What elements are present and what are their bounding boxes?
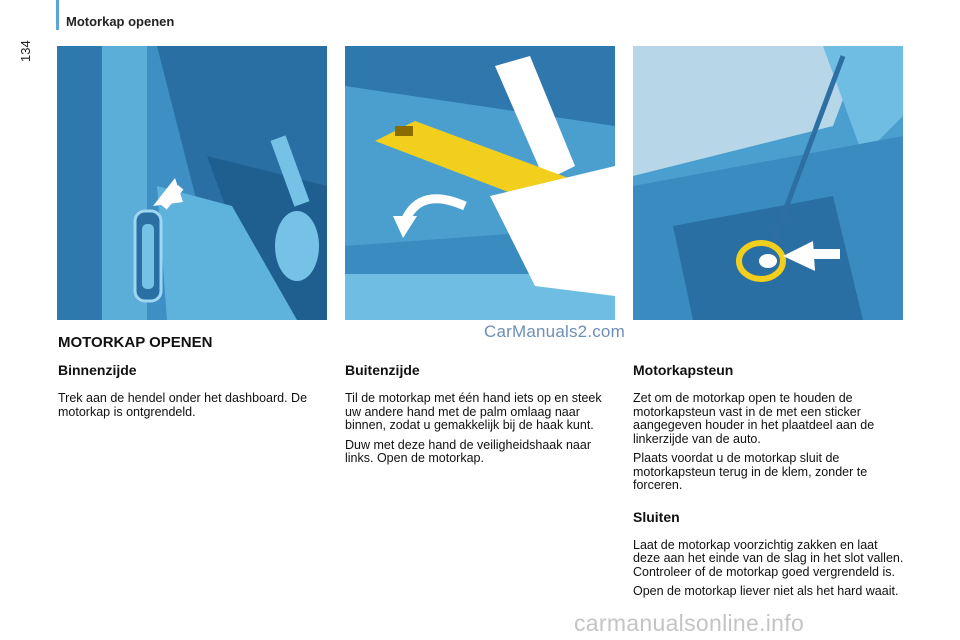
column-buitenzijde: [345, 362, 620, 472]
watermark-carmanualsonline: carmanualsonline.info: [574, 610, 805, 636]
page-number: 134: [18, 40, 33, 62]
illus1-lever-handle: [142, 224, 154, 289]
column-paragraph: Trek aan de hendel onder het dashboard. De motorkap is ontgrendeld.: [58, 391, 308, 419]
illus3-arrow-shaft: [808, 249, 840, 259]
illustration-hood-safety-catch: [345, 46, 615, 320]
safety-catch-drawing: [345, 46, 615, 320]
illus1-door-edge: [57, 46, 102, 320]
subsection-title: Sluiten: [633, 508, 680, 525]
interior-lever-drawing: [57, 46, 327, 320]
illus1-pedal: [275, 211, 319, 281]
column-paragraph: Open de motorkap liever niet als het hard waait.: [633, 584, 899, 598]
section-title: MOTORKAP OPENEN: [58, 334, 213, 351]
column-paragraph: Laat de motorkap voorzichtig zakken en laat deze aan het einde van de slag in het slot vallen. Controleer of de motorkap goed vergrendeld is.: [633, 537, 904, 579]
column-binnenzijde: [58, 362, 333, 425]
illus2-catch-slot: [395, 126, 413, 136]
illustration-interior-hood-release-lever: [57, 46, 327, 320]
page-header-title: Motorkap openen: [66, 14, 175, 29]
illus3-rod-tip: [759, 254, 777, 268]
illustration-hood-prop-rod: [633, 46, 903, 320]
column-paragraph: Til de motorkap met één hand iets op en steek uw andere hand met de palm omlaag naar binnen, zodat u gemakkelijk bij de haak kunt.: [345, 391, 602, 432]
column-title: Motorkapsteun: [633, 362, 734, 378]
subsection-sluiten: [633, 509, 908, 599]
column-title: Buitenzijde: [345, 362, 420, 378]
header-accent-bar: [56, 0, 59, 30]
hood-prop-drawing: [633, 46, 903, 320]
column-paragraph: Zet om de motorkap open te houden de motorkapsteun vast in de met een sticker aangegeven houder in het plaatdeel aan de linkerzijde van de auto.: [633, 391, 875, 446]
column-paragraph: Plaats voordat u de motorkap sluit de motorkapsteun terug in de klem, zonder te forceren.: [633, 451, 868, 492]
column-motorkapsteun: [633, 362, 908, 605]
column-paragraph: Duw met deze hand de veiligheidshaak naar links. Open de motorkap.: [345, 437, 591, 465]
watermark-carmanuals: CarManuals2.com: [484, 322, 625, 341]
column-title: Binnenzijde: [58, 362, 137, 378]
